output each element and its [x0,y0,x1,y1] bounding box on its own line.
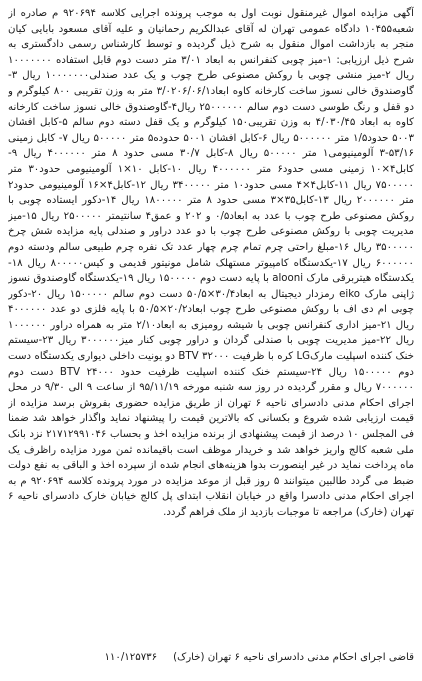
notice-body: آگهی مزایده اموال غیرمنقول نوبت اول به موجب پرونده اجرایی کلاسه ۹۲۰۶۹۴ م صادره از شعبه۱۰۴۵۵ دادگاه عمومی تهران له آقای عبدالکریم رحمانیان و علیه آقای مسعود بابایی کیان منجر به بازداشت اموال منقول به شرح ذیل گردیده و توسط کارشناس رسمی دادگستری به شرح ذیل ارزیابی: ۱-میز چوبی کنفرانس به ابعاد ۳/۰۱ متر دست دوم قابل استفاده ۱۰۰۰۰۰۰۰ ریال ۲-میز منشی چوبی با روکش مصنوعی طرح چوب و یک عدد صندلی۱۰۰۰۰۰۰۰ ریال ۳-گاوصندوق خالی نسوز ساخت کارخانه کاوه ابعاد۳/۰۲۰۶/۰۶/۱ متر به وزن تقریبی ۸۰۰ کیلوگرم و دو قفل و رنگ طوسی دست دوم سالم ۲۵۰۰۰۰۰۰ ریال۴-گاوصندوق خالی نسوز ساخت کارخانه کاوه به ابعاد ۴/۰۳۰/۴۵ به وزن تقریبی۱۵۰ کیلوگرم و یک قفل دسته دوم سالم ۵-کابل افشان ۵۰۰۳ حدود۱/۵ متر ۵۰۰۰۰۰۰ ریال ۶-کابل افشان ۵۰۰۱ حدوده۵ متر ۵۰۰۰۰۰ ریال ۷- کابل زمینی ۵۳/۱۶-۳ آلومینیومی۱ متر ۵۰۰۰۰۰ ریال ۸-کابل ۳۰/۷ مسی حدود ۸ متر ۴۰۰۰۰۰۰ ریال ۹-کابل۴×۱۰ زمینی مسی حدود۶ متر ۴۰۰۰۰۰۰ ریال ۱۰-کابل ۱۰×۱ آلومینیومی حدود۳۰ متر ۷۵۰۰۰۰۰ ریال ۱۱-کابل۴×۴ مسی حدود۱۰ متر ۳۴۰۰۰۰۰ ریال ۱۲-کابل۴×۱۶ آلومینیومی حدود۲ متر ۲۰۰۰۰۰۰ ریال ۱۳-کابل۳۵×۳ مسی حدود ۸ متر ۱۸۰۰۰۰۰ ریال ۱۴-دکور ایستاده چوبی با روکش مصنوعی طرح چوب با عدد به ابعاد۰/۵ و ۲۰۲ و عمق۴ سانتیمتر ۲۵۰۰۰۰۰ ریال ۱۵-میز مدیریت چوبی با روکش مصنوعی طرح چوب با دو عدد دراور و صندلی پایه مزایده شش چرخ ۳۵۰۰۰۰۰ ریال ۱۶-مبلغ راحتی چرم تمام چرم چهار عدد تک نفره چرم طبیعی سالم ودسته دوم ۶۰۰۰۰۰۰ ریال ۱۷-یکدستگاه کامپیوتر مستهلک شامل مونیتور قدیمی و کیس۸۰۰۰۰۰ ریال ۱۸-یکدستگاه هیتربرقی مارک alooni با پایه دست دوم ۱۵۰۰۰۰۰ ریال ۱۹-یکدستگاه گاوصندوق نسوز ژاپنی مارک eiko رمزدار دیجیتال به ابعاد۳۰/۴×۵۰/۵ دست دوم سالم ۱۵۰۰۰۰۰ ریال ۲۰-دکور چوبی ام دی اف با روکش مصنوعی طرح چوب ابعاد۲۰/۲×۵۰/۵ با پایه فلزی دو عدد ۴۰۰۰۰۰۰ ریال ۲۱-میز اداری کنفرانس چوبی با شیشه رومیزی به ابعاد۲/۱۰ متر به همراه دراور ۱۰۰۰۰۰۰ ریال ۲۲-میز مدیریت چوبی با صندلی گردان و دراور چوبی کنار میز۳۰۰۰۰۰۰ ریال ۲۳-سیستم خنک کننده اسپلیت مارکLG کره با ظرفیت BTV ۳۲۰۰۰ دو یونیت داخلی دیواری یکدستگاه دست دوم ۱۵۰۰۰۰۰ ریال ۲۴-سیستم خنک کننده اسپلیت ظرفیت حدود BTV ۲۴۰۰۰ دست دوم ۷۰۰۰۰۰۰ ریال و مقرر گردیده در روز سه شنبه مورخه ۹۵/۱۱/۱۹ از ساعت ۹ الی ۹/۳۰ در محل اجرای احکام مدنی دادسرای ناحیه ۶ تهران از طریق مزایده حضوری بفروش برسد مزایده از قیمت ارزیابی شده شروع و بکسانی که بالاترین قیمت را پیشنهاد نماید واگذار خواهد شد ضمنا فی المجلس ۱۰ درصد از قیمت پیشنهادی از برنده مزایده اخذ و بحساب ۲۱۷۱۲۹۹۱۰۴۶ نزد بانک ملی شعبه کالج واریز خواهد شد و خریدار موظف است باقیمانده ثمن مورد مزایده راظرف یک ماه پرداخت نماید در غیر اینصورت بدوا هزینه‌های انجام شده از سپرده اخذ و الباقی به نفع دولت ضبط می گردد طالبین میتوانند ۵ روز قبل از موعد مزایده در مورد پرونده کلاسه ۹۲۰۶۹۴ م به اجرای احکام مدنی دادسرا واقع در خیابان انقلاب ابتدای پل کالج خیابان خارک دادسرای ناحیه ۶ تهران (خارک) مراجعه تا موجبات بازدید از ملک فراهم گردد. [8,8,414,518]
notice-footer [8,650,414,666]
notice-code: ۱۱۰/۱۲۵۷۳۶ [104,652,158,663]
issuing-office: قاضی اجرای احکام مدنی دادسرای ناحیه ۶ تهران (خارک) [173,652,414,663]
auction-notice [8,6,414,646]
